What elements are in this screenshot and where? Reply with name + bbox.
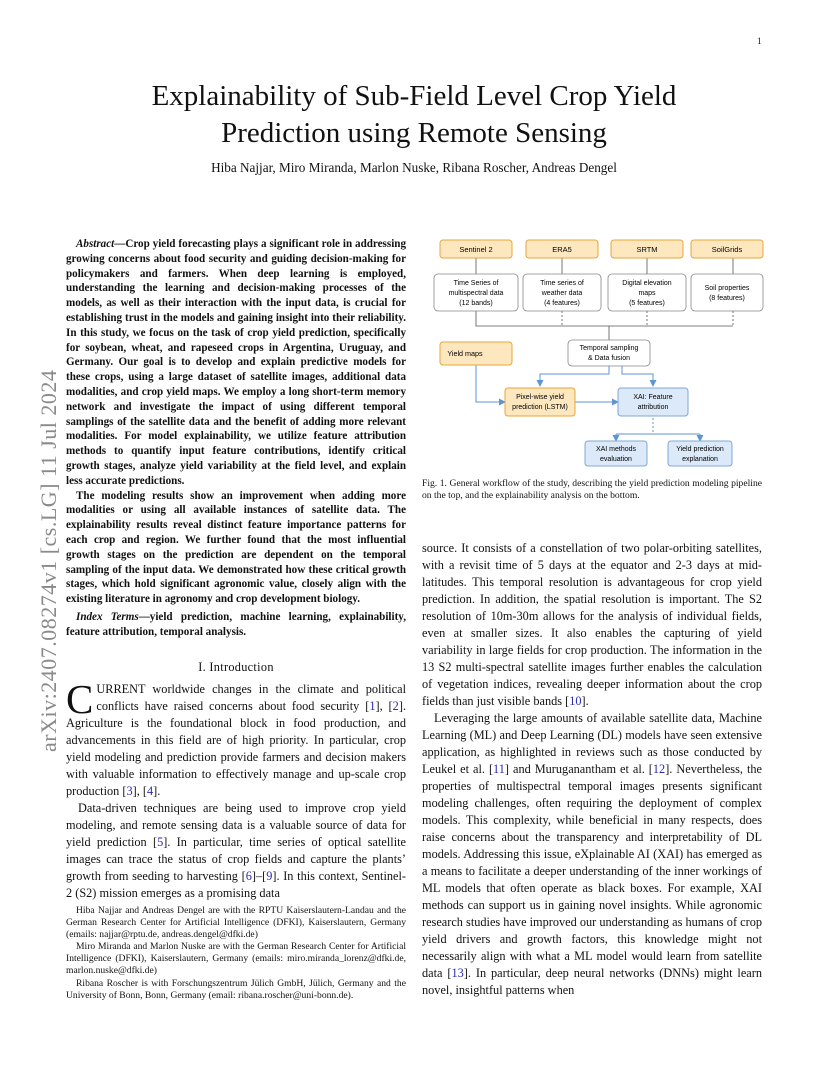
lstm-box (505, 388, 575, 416)
data-box-text: Time series of (540, 280, 584, 287)
data-box-text: weather data (541, 290, 583, 297)
source-label: ERA5 (552, 245, 572, 254)
data-box-text: Digital elevation (622, 280, 672, 287)
lstm-text: prediction (LSTM) (512, 404, 568, 411)
paper-title (60, 78, 768, 152)
abstract-text-1: —Crop yield forecasting plays a significant role in addressing growing concerns about food security and guiding decision-making for policymakers and farmers. When deep learning is employed, understanding the learning and decision-making processes of the models, as well as their interaction with the input data, is crucial for establishing trust in the models and gaining insight into their reliability. In this study, we focus on the task of crop yield prediction, specifically for soybean, wheat, and rapeseed crops in Argentina, Uruguay, and Germany. Our goal is to develop and explain predictive models for these crops, using a large dataset of satellite images, additional data modalities, and crop yield maps. We employ a long short-term memory network and investigate the impact of using different temporal samplings of the satellite data and the benefit of adding more relevant modalities. For model explainability, we utilize feature attribution methods to quantify input feature contributions, identify critical growth stages, analyze yield variability at the field level, and explain less accurate predictions. (66, 238, 406, 487)
intro-paragraph-2: Data-driven techniques are being used to improve crop yield modeling, and remote sensing data is a valuable source of data for yield prediction [5]. In particular, time series of optical satellite images can trace the status of crop fields and capture the plants’ growth from seeding to harvesting [6]–[9]. In this context, Sentinel-2 (S2) mission emerges as a promising data (66, 801, 406, 900)
data-box-text: Soil properties (704, 285, 750, 292)
workflow-figure (425, 234, 765, 470)
author-footnotes (66, 905, 406, 1002)
workflow-diagram (425, 234, 765, 470)
soil-data-box (691, 274, 763, 311)
footnote-3: Ribana Roscher is with Forschungszentrum Jülich GmbH, Jülich, Germany and the University of Bonn, Bonn, Germany (email: ribana.roscher@uni-bonn.de). (66, 977, 406, 1001)
source-label: SRTM (636, 245, 658, 254)
lstm-text: Pixel-wise yield (516, 394, 564, 401)
page-number: 1 (757, 36, 762, 46)
yield-explanation-text: explanation (682, 456, 718, 463)
citation-link[interactable]: 5 (157, 835, 164, 849)
data-box-text: multispectral data (448, 290, 504, 297)
footnote-1: Hiba Najjar and Andreas Dengel are with the RPTU Kaiserslautern-Landau and the German Research Center for Artificial Intelligence (DFKI), Kaiserslautern, Germany (emails: najjar@rptu.de, andreas.dengel@dfki.de) (66, 905, 406, 941)
index-terms (66, 610, 406, 640)
xai-methods-text: evaluation (600, 456, 632, 463)
data-box-text: (5 features) (629, 300, 665, 307)
arxiv-identifier[interactable]: arXiv:2407.08274v1 [cs.LG] 11 Jul 2024 (36, 369, 61, 752)
citation-link[interactable]: 12 (652, 762, 666, 776)
data-box-text: (4 features) (544, 300, 580, 307)
intro-text: URRENT worldwide changes in the climate and political conflicts have raised concerns about food security [ (96, 682, 406, 713)
title-line-1: Explainability of Sub-Field Level Crop Yield (151, 80, 677, 112)
data-box-text: Time Series of (453, 280, 499, 287)
right-column-body (422, 540, 762, 999)
abstract-label: Abstract (76, 238, 115, 250)
citation-link[interactable]: 10 (569, 694, 582, 708)
index-terms-text: —yield prediction, machine learning, explainability, feature attribution, temporal analysis. (66, 611, 406, 638)
abstract-paragraph-2: The modeling results show an improvement when adding more modalities or using all available instances of satellite data. The explainability results reveal distinct feature importance patterns for each crop and region. We further found that the most influential growth stages on the prediction are dependent on the temporal sampling of the input data. We demonstrated how these critical growth stages, which hold significant agronomic value, closely align with the existing literature in agronomy and crop development biology. (66, 489, 406, 606)
fusion-text: & Data fusion (587, 355, 631, 362)
section-heading-introduction: I. Introduction (198, 660, 274, 674)
citation-link[interactable]: 4 (146, 784, 154, 798)
citation-link[interactable]: 3 (126, 784, 133, 798)
xai-text: XAI: Feature (633, 394, 673, 401)
index-terms-label: Index Terms (76, 611, 139, 623)
abstract-paragraph-1 (66, 237, 406, 489)
data-box-text: (12 bands) (459, 300, 493, 307)
source-boxes (440, 240, 763, 258)
right-paragraph-2: Leveraging the large amounts of available satellite data, Machine Learning (ML) and Deep Learning (DL) models have seen extensive application, as highlighted in reviews such as those conducted by Leukel et al. [11] and Muruganantham et al. [12]. Nevertheless, the properties of multispectral temporal images presents significant modeling challenges, often requiring the deployment of complex models. This complexity, while beneficial in many respects, does raise concerns about the transparency and interpretability of DL models. Addressing this issue, eXplainable AI (XAI) has emerged as a means to facilitate a deeper understanding of the inner workings of ML models that often operate as black boxes. For example, XAI methods can support us in gaining novel insights. While agronomic research studies have improved our understanding as humans of crop yield drivers and growth factors, this knowledge might not necessarily align with what a ML model would learn from satellite data [13]. In particular, deep neural networks (DNNs) might learn novel, insightful patterns when (422, 711, 762, 997)
footnote-2: Miro Miranda and Marlon Nuske are with the German Research Center for Artificial Intelligence (DFKI), Kaiserslautern, Germany (emails: miro.miranda_lorenz@dfki.de, marlon.nuske@dfki.de) (66, 941, 406, 977)
intro-paragraph-1: CURRENT worldwide changes in the climate and political conflicts have raised concerns about food security [1], [2]. Agriculture is the foundational block in food production, and advancements in this field are of high priority. In particular, crop yield modeling and prediction provide farmers and decision makers with valuable information to effectively manage and up-scale crop production [3], [4]. (66, 676, 406, 798)
abstract (66, 237, 406, 607)
data-boxes (434, 274, 763, 311)
source-label: Sentinel 2 (459, 245, 493, 254)
data-box-text: maps (638, 290, 656, 297)
drop-cap: C (66, 676, 94, 722)
author-list: Hiba Najjar, Miro Miranda, Marlon Nuske, Ribana Roscher, Andreas Dengel (211, 160, 617, 175)
yield-explanation-text: Yield prediction (676, 446, 724, 453)
yield-maps-text: Yield maps (447, 349, 483, 358)
citation-link[interactable]: 9 (266, 869, 273, 883)
title-line-2: Prediction using Remote Sensing (221, 117, 607, 149)
citation-link[interactable]: 1 (369, 699, 376, 713)
citation-link[interactable]: 2 (392, 699, 399, 713)
figure-caption: Fig. 1. General workflow of the study, describing the yield prediction modeling pipeline on the top, and the explainability analysis on the bottom. (422, 478, 762, 502)
data-box-text: (8 features) (709, 295, 745, 302)
source-label: SoilGrids (711, 245, 743, 254)
introduction-body (66, 676, 406, 902)
xai-methods-text: XAI methods (595, 446, 637, 453)
right-paragraph-1: source. It consists of a constellation of two polar-orbiting satellites, with a revisit time of 5 days at the equator and 2-3 days at mid-latitudes. This temporal resolution is advantageous for crop yield prediction. In addition, the spatial resolution is important. The S2 resolution of 10m-30m allows for the analysis of individual fields, even at smaller sizes. It also enables the capturing of yield variability in large fields for crop production. The information in the 13 S2 multi-spectral satellite images further enables the calculation of vegetation indices, revealing deeper information about the crop fields than just visible bands [10]. (422, 541, 762, 708)
fusion-text: Temporal sampling (579, 345, 639, 352)
citation-link[interactable]: 13 (451, 966, 464, 980)
xai-box (618, 388, 688, 416)
fusion-box (568, 340, 650, 366)
xai-text: attribution (637, 404, 669, 411)
citation-link[interactable]: 6 (245, 869, 252, 883)
citation-link[interactable]: 11 (493, 762, 505, 776)
